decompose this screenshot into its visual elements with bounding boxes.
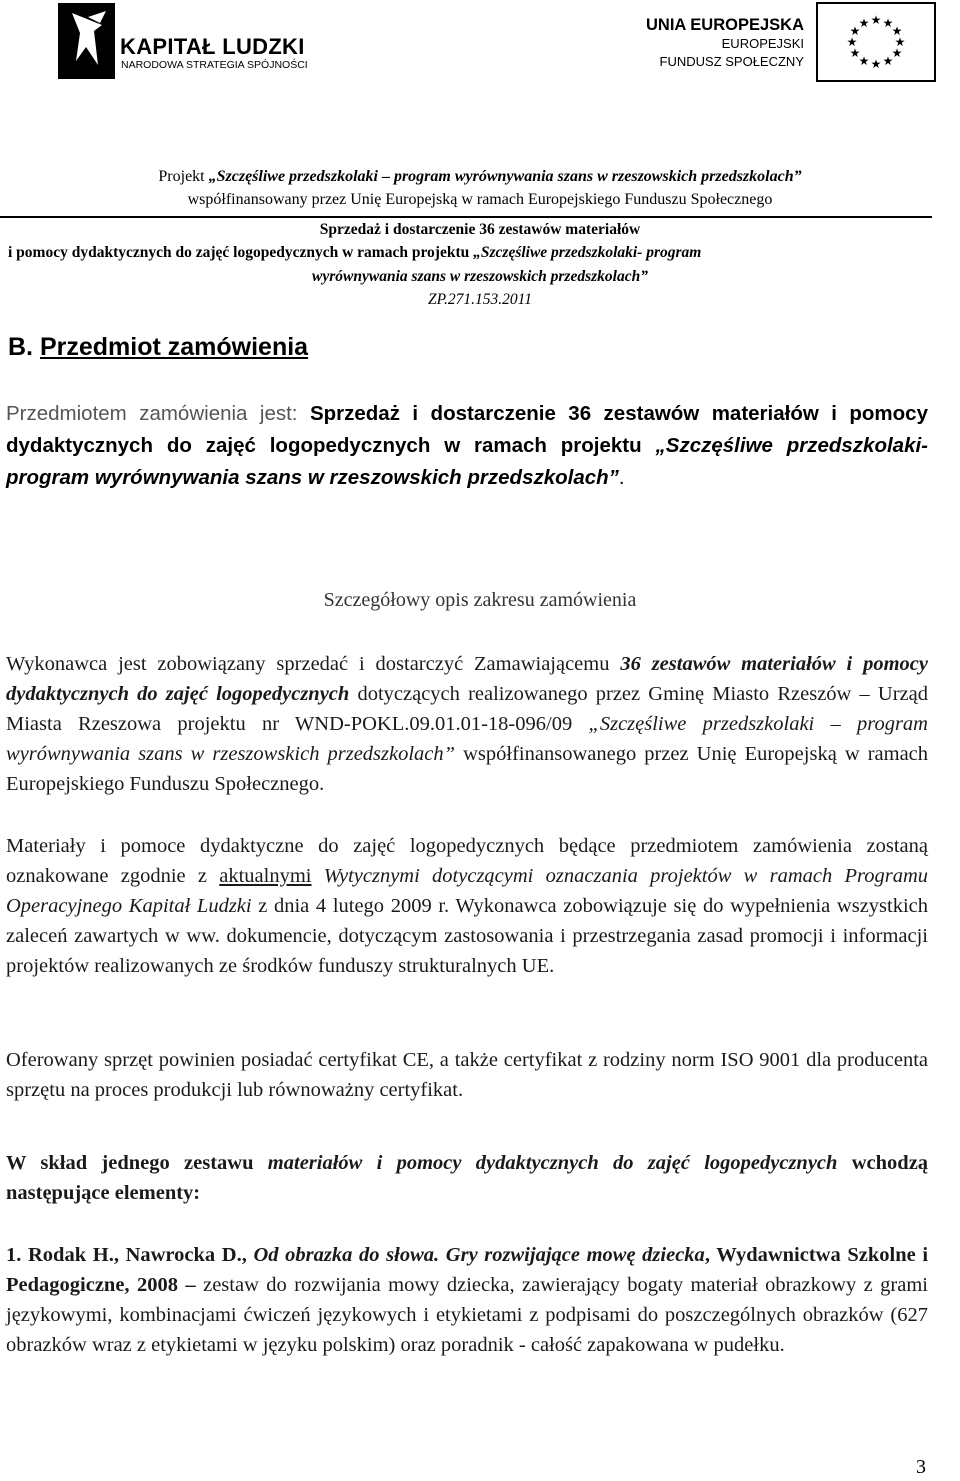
kapital-ludzki-title: KAPITAŁ LUDZKI bbox=[120, 34, 305, 59]
header-subject-line-2: i pomocy dydaktycznych do zajęć logopedycznych w ramach projektu „Szczęśliwe przedszkolaki- program bbox=[8, 244, 702, 261]
eu-line-2: EUROPEJSKI bbox=[721, 36, 804, 51]
header-subject-line-3: wyrównywania szans w rzeszowskich przedszkolach” bbox=[312, 268, 648, 285]
underlined-word: aktualnymi bbox=[219, 865, 312, 887]
page-number: 3 bbox=[916, 1456, 926, 1478]
paragraph-labeling: Materiały i pomoce dydaktyczne do zajęć logopedycznych będące przedmiotem zamówienia zostaną oznakowane zgodnie z aktualnymi Wytycznymi dotyczącymi oznaczania projektów w ramach Programu Operacyjnego Kapitał Ludzki z dnia 4 lutego 2009 r. Wykonawca zobowiązuje się do wypełnienia wszystkich zaleceń zawartych w ww. dokumencie, dotyczącym zastosowania i przestrzegania zasad promocji i informacji projektów realizowanych ze środków funduszy strukturalnych UE. bbox=[6, 835, 929, 977]
eu-title: UNIA EUROPEJSKA bbox=[646, 16, 804, 34]
svg-text:★: ★ bbox=[858, 16, 870, 30]
svg-text:★: ★ bbox=[894, 35, 906, 49]
header-reference-number: ZP.271.153.2011 bbox=[427, 291, 533, 308]
header-subject-line-1: Sprzedaż i dostarczenie 36 zestawów materiałów bbox=[319, 221, 641, 238]
svg-text:★: ★ bbox=[870, 13, 882, 27]
paragraph-scope: Wykonawca jest zobowiązany sprzedać i dostarczyć Zamawiającemu 36 zestawów materiałów i pomocy dydaktycznych do zajęć logopedycznych dotyczących realizowanego przez Gminę Miasto Rzeszów – Urząd Miasta Rzeszowa projektu nr WND-POKL.09.01.01-18-096/09 „Szczęśliwe przedszkolaki – program wyrównywania szans w rzeszowskich przedszkolach” współfinansowanego przez Unię Europejską w ramach Europejskiego Funduszu Społecznego. bbox=[6, 653, 929, 795]
svg-text:★: ★ bbox=[882, 16, 894, 30]
eu-flag-icon bbox=[816, 2, 936, 82]
section-title: B. Przedmiot zamówienia bbox=[8, 333, 309, 361]
list-item: 1. Rodak H., Nawrocka D., Od obrazka do słowa. Gry rozwijające mowę dziecka, Wydawnictwa Szkolne i Pedagogiczne, 2008 – zestaw do rozwijania mowy dziecka, zawierający bogaty materiał obrazkowy z grami językowymi, kombinacjami ćwiczeń językowych i etykietami z podpisami do poszczególnych obrazków (627 obrazków wraz z etykietami w języku polskim) oraz poradnik - całość zapakowana w pudełku. bbox=[6, 1244, 929, 1356]
svg-text:★: ★ bbox=[882, 54, 894, 68]
detail-section-title: Szczegółowy opis zakresu zamówienia bbox=[323, 589, 637, 611]
intro-paragraph: Przedmiotem zamówienia jest: Sprzedaż i dostarczenie 36 zestawów materiałów i pomocy dydaktycznych do zajęć logopedycznych w ramach projektu „Szczęśliwe przedszkolaki- program wyrównywania szans w rzeszowskich przedszkolach”. bbox=[6, 402, 929, 489]
svg-text:★: ★ bbox=[891, 24, 903, 38]
paragraph-certification: Oferowany sprzęt powinien posiadać certyfikat CE, a także certyfikat z rodziny norm ISO 9001 dla producenta sprzętu na proces produkcji lub równoważny certyfikat. bbox=[6, 1049, 928, 1101]
svg-text:★: ★ bbox=[870, 57, 882, 71]
kapital-ludzki-logo bbox=[58, 3, 328, 79]
kapital-ludzki-emblem-icon bbox=[58, 3, 115, 79]
svg-text:★: ★ bbox=[849, 24, 861, 38]
svg-text:★: ★ bbox=[891, 46, 903, 60]
kapital-ludzki-subtitle: NARODOWA STRATEGIA SPÓJNOŚCI bbox=[121, 59, 308, 71]
header-project-line: Projekt „Szczęśliwe przedszkolaki – program wyrównywania szans w rzeszowskich przedszkolach” bbox=[158, 168, 802, 185]
eu-line-3: FUNDUSZ SPOŁECZNY bbox=[659, 54, 804, 69]
svg-text:★: ★ bbox=[849, 46, 861, 60]
paragraph-set-contents: W skład jednego zestawu materiałów i pomocy dydaktycznych do zajęć logopedycznych wchodzą następujące elementy: bbox=[6, 1152, 929, 1204]
header-cofinanced-line: współfinansowany przez Unię Europejską w ramach Europejskiego Funduszu Społecznego bbox=[187, 191, 773, 208]
svg-text:★: ★ bbox=[858, 54, 870, 68]
svg-text:★: ★ bbox=[846, 35, 858, 49]
eu-logo bbox=[648, 2, 936, 82]
header-divider bbox=[0, 216, 932, 218]
